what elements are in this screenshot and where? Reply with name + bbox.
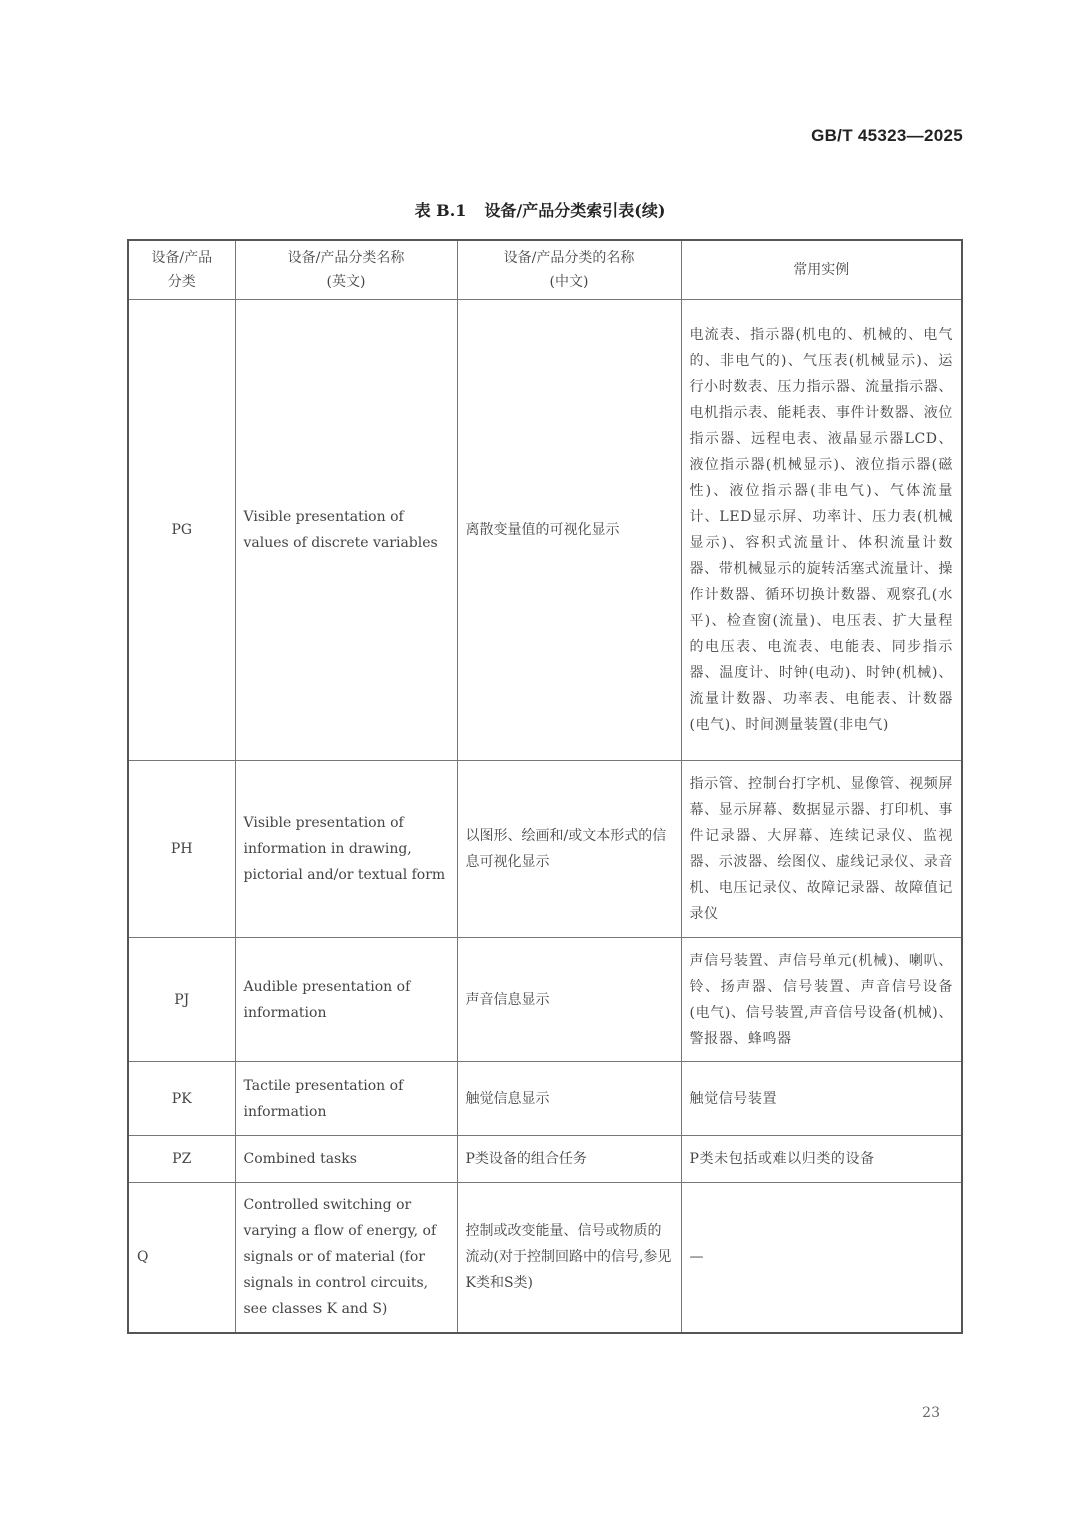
header-chinese-line1: 设备/产品分类的名称 xyxy=(503,250,635,266)
row-english-name: Audible presentation of information xyxy=(235,938,457,1062)
row-examples: 声信号装置、声信号单元(机械)、喇叭、铃、扬声器、信号装置、声音信号设备(电气)、信号装置,声音信号设备(机械)、警报器、蜂鸣器 xyxy=(681,938,962,1062)
table-title: 设备/产品分类索引表(续) xyxy=(484,201,666,220)
header-chinese-name xyxy=(457,240,681,300)
row-chinese-name: 控制或改变能量、信号或物质的流动(对于控制回路中的信号,参见K类和S类) xyxy=(457,1183,681,1333)
row-english-name: Tactile presentation of information xyxy=(235,1062,457,1136)
row-english-name: Visible presentation of information in drawing, pictorial and/or textual form xyxy=(235,761,457,938)
table-row-pg xyxy=(128,300,962,761)
row-code: PH xyxy=(128,761,235,938)
row-examples: 指示管、控制台打字机、显像管、视频屏幕、显示屏幕、数据显示器、打印机、事件记录器、大屏幕、连续记录仪、监视器、示波器、绘图仪、虚线记录仪、录音机、电压记录仪、故障记录器、故障值记录仪 xyxy=(681,761,962,938)
header-category-line1: 设备/产品 xyxy=(151,250,213,266)
header-category-line2: 分类 xyxy=(167,274,196,290)
document-code: GB/T 45323—2025 xyxy=(811,126,963,145)
row-examples: 触觉信号装置 xyxy=(681,1062,962,1136)
row-chinese-name: 声音信息显示 xyxy=(457,938,681,1062)
table-row-pk xyxy=(128,1062,962,1136)
row-english-name: Visible presentation of values of discrete variables xyxy=(235,300,457,761)
row-code: Q xyxy=(128,1183,235,1333)
row-english-name: Combined tasks xyxy=(235,1136,457,1183)
table-number: 表 B.1 xyxy=(414,201,467,220)
table-row-ph xyxy=(128,761,962,938)
header-english-line1: 设备/产品分类名称 xyxy=(287,250,405,266)
classification-table xyxy=(127,239,963,1334)
table-row-q xyxy=(128,1183,962,1333)
header-chinese-line2: (中文) xyxy=(549,274,589,290)
header-examples: 常用实例 xyxy=(681,240,962,300)
row-chinese-name: 离散变量值的可视化显示 xyxy=(457,300,681,761)
row-code: PG xyxy=(128,300,235,761)
table-header-row xyxy=(128,240,962,300)
row-code: PK xyxy=(128,1062,235,1136)
row-code: PJ xyxy=(128,938,235,1062)
row-chinese-name: P类设备的组合任务 xyxy=(457,1136,681,1183)
row-chinese-name: 触觉信息显示 xyxy=(457,1062,681,1136)
page-number: 23 xyxy=(922,1405,940,1421)
header-category xyxy=(128,240,235,300)
row-chinese-name: 以图形、绘画和/或文本形式的信息可视化显示 xyxy=(457,761,681,938)
row-examples: P类未包括或难以归类的设备 xyxy=(681,1136,962,1183)
table-row-pj xyxy=(128,938,962,1062)
row-english-name: Controlled switching or varying a flow of energy, of signals or of material (for signals in control circuits, see classes K and S) xyxy=(235,1183,457,1333)
row-examples: 电流表、指示器(机电的、机械的、电气的、非电气的)、气压表(机械显示)、运行小时数表、压力指示器、流量指示器、电机指示表、能耗表、事件计数器、液位指示器、远程电表、液晶显示器LCD、液位指示器(机械显示)、液位指示器(磁性)、液位指示器(非电气)、气体流量计、LED显示屏、功率计、压力表(机械显示)、容积式流量计、体积流量计数器、带机械显示的旋转活塞式流量计、操作计数器、循环切换计数器、观察孔(水平)、检查窗(流量)、电压表、扩大量程的电压表、电流表、电能表、同步指示器、温度计、时钟(电动)、时钟(机械)、流量计数器、功率表、电能表、计数器(电气)、时间测量装置(非电气) xyxy=(681,300,962,761)
table-caption xyxy=(0,198,1080,221)
row-examples: — xyxy=(681,1183,962,1333)
row-code: PZ xyxy=(128,1136,235,1183)
header-english-name xyxy=(235,240,457,300)
table-row-pz xyxy=(128,1136,962,1183)
header-english-line2: (英文) xyxy=(326,274,366,290)
